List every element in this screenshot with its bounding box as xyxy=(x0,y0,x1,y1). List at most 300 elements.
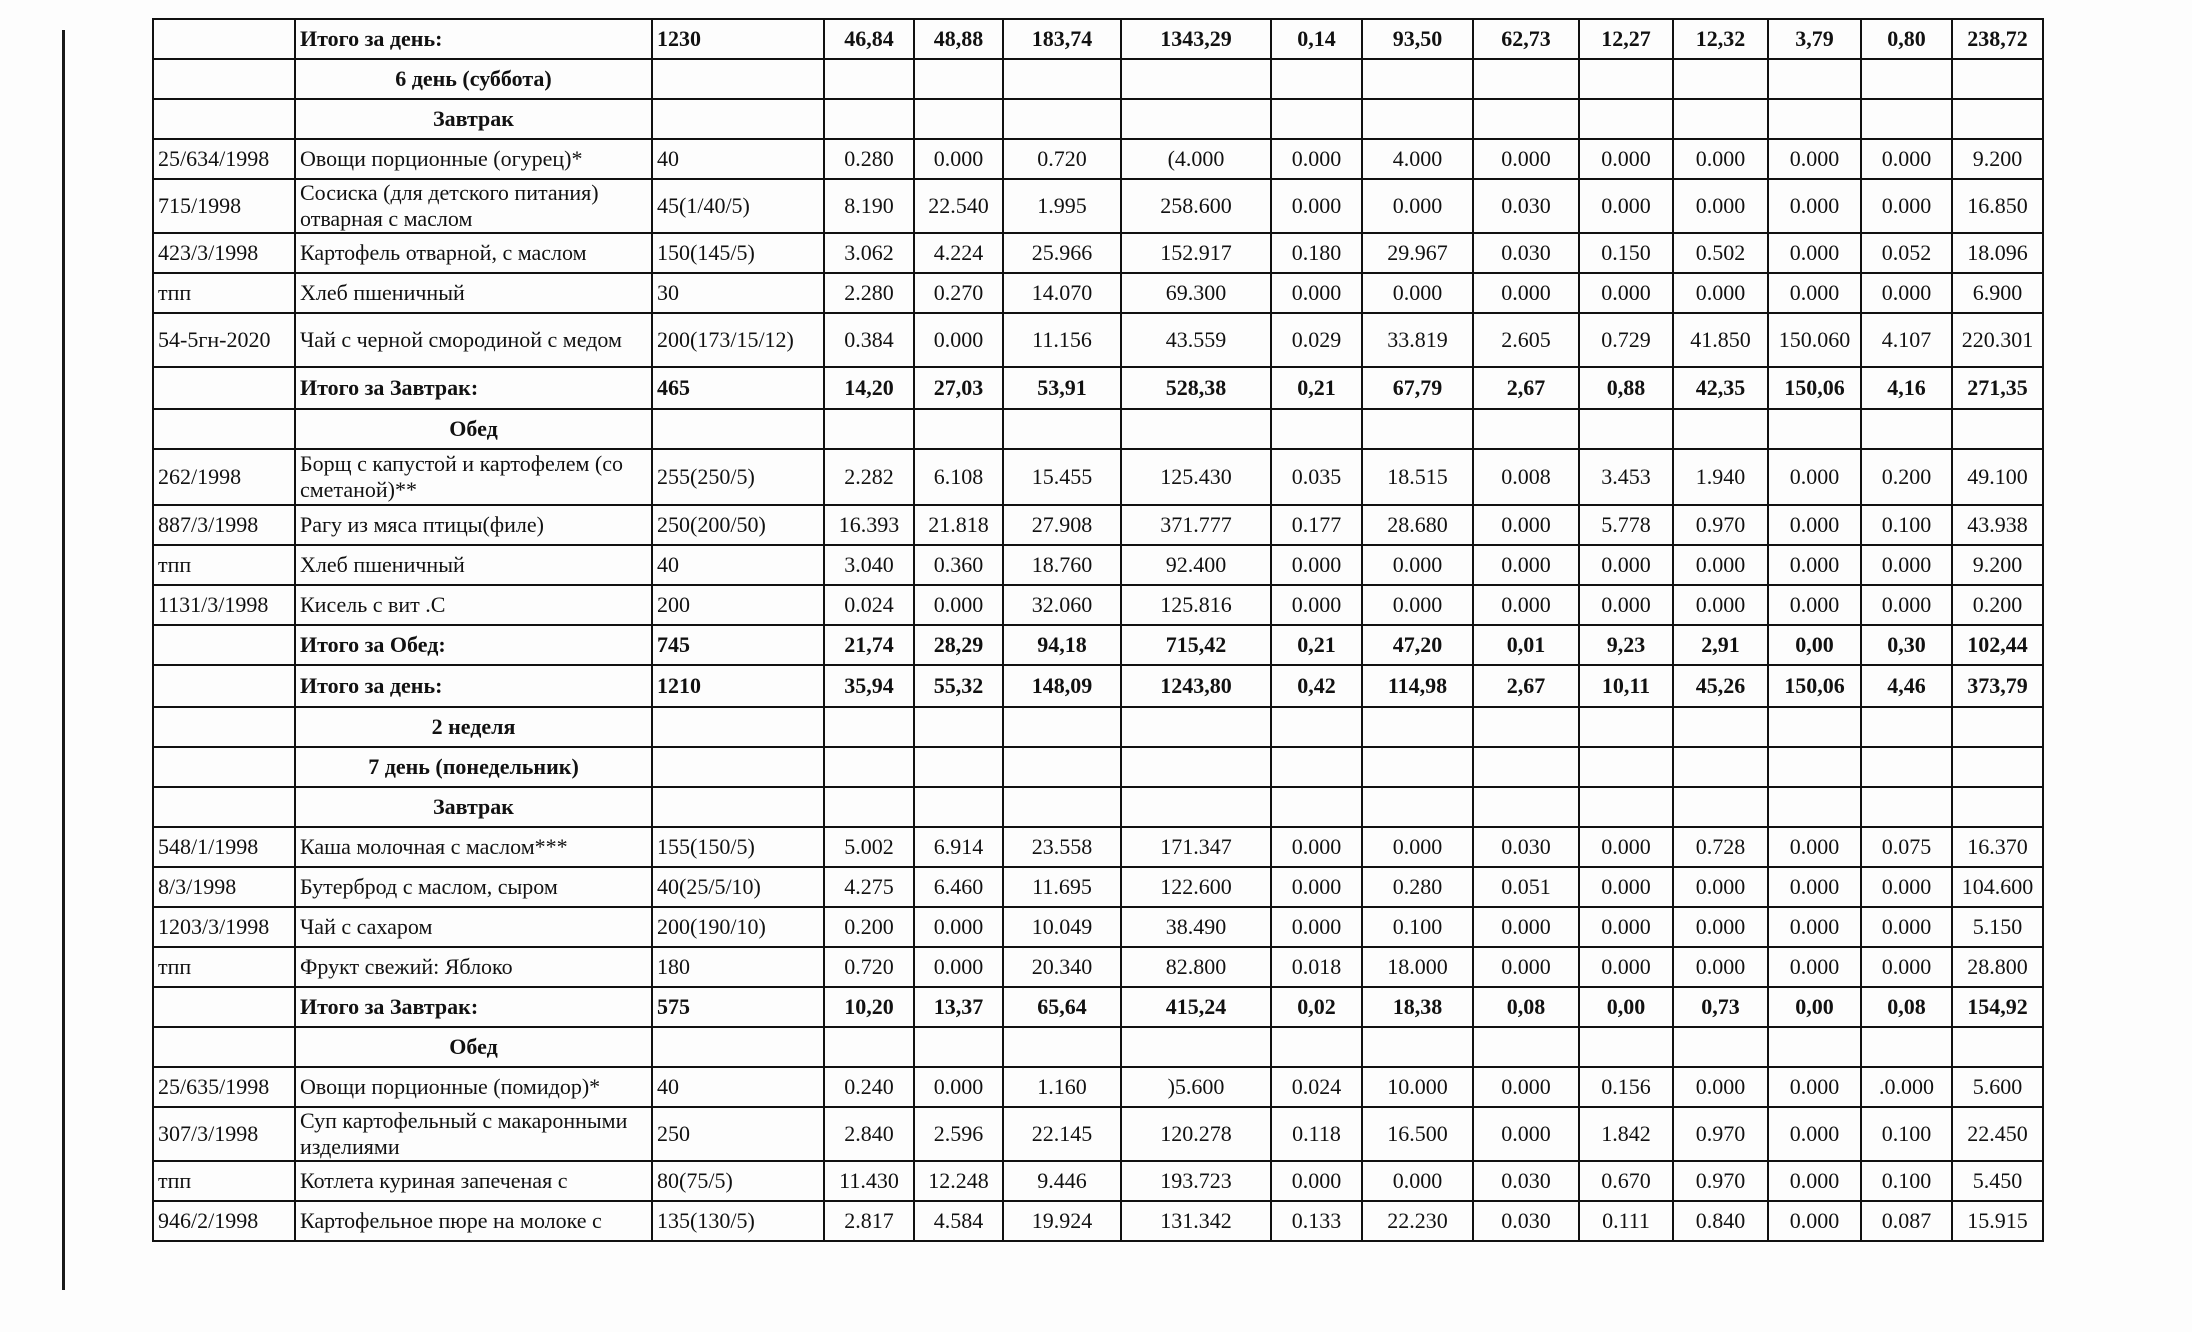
value-cell: 0.100 xyxy=(1861,1161,1952,1201)
value-cell: 4.107 xyxy=(1861,313,1952,367)
value-cell: 0.200 xyxy=(824,907,914,947)
total-row xyxy=(153,367,2043,409)
value-cell: 238,72 xyxy=(1952,19,2043,59)
value-cell xyxy=(1579,1027,1673,1067)
value-cell: 0.502 xyxy=(1673,233,1768,273)
value-cell xyxy=(1861,747,1952,787)
recipe-code-cell xyxy=(153,625,295,665)
value-cell: 10,11 xyxy=(1579,665,1673,707)
table-row xyxy=(153,827,2043,867)
value-cell: 0,00 xyxy=(1768,987,1861,1027)
value-cell: 14.070 xyxy=(1003,273,1121,313)
table-row xyxy=(153,505,2043,545)
value-cell: 0.000 xyxy=(1673,867,1768,907)
table-row xyxy=(153,947,2043,987)
recipe-code-cell: 25/634/1998 xyxy=(153,139,295,179)
value-cell: 48,88 xyxy=(914,19,1003,59)
yield-cell: 575 xyxy=(652,987,824,1027)
value-cell: 94,18 xyxy=(1003,625,1121,665)
value-cell: 18.000 xyxy=(1362,947,1473,987)
value-cell: 0.200 xyxy=(1861,449,1952,505)
value-cell xyxy=(1473,707,1579,747)
value-cell: 0.075 xyxy=(1861,827,1952,867)
value-cell: 373,79 xyxy=(1952,665,2043,707)
value-cell: 0.840 xyxy=(1673,1201,1768,1241)
nutrition-table xyxy=(152,18,2044,1242)
value-cell: 0.118 xyxy=(1271,1107,1362,1161)
value-cell: 41.850 xyxy=(1673,313,1768,367)
value-cell: 0.100 xyxy=(1362,907,1473,947)
value-cell: (4.000 xyxy=(1121,139,1271,179)
recipe-code-cell: 423/3/1998 xyxy=(153,233,295,273)
value-cell: 0.029 xyxy=(1271,313,1362,367)
value-cell: 0.729 xyxy=(1579,313,1673,367)
value-cell: 0,02 xyxy=(1271,987,1362,1027)
value-cell xyxy=(1121,99,1271,139)
value-cell xyxy=(1003,99,1121,139)
value-cell xyxy=(1121,707,1271,747)
value-cell: 53,91 xyxy=(1003,367,1121,409)
value-cell: 0.030 xyxy=(1473,1161,1579,1201)
value-cell: 11.695 xyxy=(1003,867,1121,907)
yield-cell xyxy=(652,59,824,99)
value-cell: 0.000 xyxy=(1768,1161,1861,1201)
value-cell: 5.600 xyxy=(1952,1067,2043,1107)
value-cell: 0.000 xyxy=(1473,545,1579,585)
value-cell: 20.340 xyxy=(1003,947,1121,987)
value-cell: 5.778 xyxy=(1579,505,1673,545)
value-cell: 0.000 xyxy=(1768,179,1861,233)
value-cell: 1.995 xyxy=(1003,179,1121,233)
value-cell xyxy=(824,707,914,747)
value-cell: 0,00 xyxy=(1768,625,1861,665)
yield-cell: 45(1/40/5) xyxy=(652,179,824,233)
dish-name-cell: Овощи порционные (помидор)* xyxy=(295,1067,652,1107)
value-cell: 183,74 xyxy=(1003,19,1121,59)
value-cell: 0.000 xyxy=(1362,273,1473,313)
value-cell xyxy=(1362,747,1473,787)
value-cell: 38.490 xyxy=(1121,907,1271,947)
dish-name-cell: Котлета куриная запеченая с xyxy=(295,1161,652,1201)
dish-name-cell: Борщ с капустой и картофелем (со сметаной)** xyxy=(295,449,652,505)
value-cell xyxy=(1673,409,1768,449)
recipe-code-cell: 548/1/1998 xyxy=(153,827,295,867)
yield-cell: 1210 xyxy=(652,665,824,707)
value-cell: 0.000 xyxy=(914,1067,1003,1107)
value-cell: 125.816 xyxy=(1121,585,1271,625)
yield-cell: 135(130/5) xyxy=(652,1201,824,1241)
value-cell: 42,35 xyxy=(1673,367,1768,409)
value-cell: 0.280 xyxy=(1362,867,1473,907)
value-cell xyxy=(1673,707,1768,747)
total-row xyxy=(153,665,2043,707)
yield-cell: 155(150/5) xyxy=(652,827,824,867)
dish-name-cell: Итого за Завтрак: xyxy=(295,367,652,409)
value-cell: 0.000 xyxy=(1473,273,1579,313)
value-cell: 0,88 xyxy=(1579,367,1673,409)
value-cell: 12.248 xyxy=(914,1161,1003,1201)
value-cell: 65,64 xyxy=(1003,987,1121,1027)
value-cell: 0.000 xyxy=(1362,545,1473,585)
value-cell xyxy=(1003,747,1121,787)
value-cell: 10,20 xyxy=(824,987,914,1027)
dish-name-cell: Картофельное пюре на молоке с xyxy=(295,1201,652,1241)
value-cell xyxy=(1579,787,1673,827)
value-cell xyxy=(1952,99,2043,139)
value-cell xyxy=(914,747,1003,787)
value-cell: 0.156 xyxy=(1579,1067,1673,1107)
value-cell: 0.000 xyxy=(1673,947,1768,987)
value-cell: 0.970 xyxy=(1673,1161,1768,1201)
value-cell: 45,26 xyxy=(1673,665,1768,707)
yield-cell: 40(25/5/10) xyxy=(652,867,824,907)
value-cell: 0,08 xyxy=(1473,987,1579,1027)
value-cell: 6.914 xyxy=(914,827,1003,867)
value-cell xyxy=(1362,99,1473,139)
value-cell: 0.000 xyxy=(1673,139,1768,179)
value-cell: 0.000 xyxy=(1579,273,1673,313)
dish-name-cell: Итого за Завтрак: xyxy=(295,987,652,1027)
yield-cell: 30 xyxy=(652,273,824,313)
value-cell: 16.370 xyxy=(1952,827,2043,867)
value-cell: 27,03 xyxy=(914,367,1003,409)
value-cell: 193.723 xyxy=(1121,1161,1271,1201)
dish-name-cell: Хлеб пшеничный xyxy=(295,545,652,585)
value-cell xyxy=(1271,409,1362,449)
value-cell xyxy=(914,59,1003,99)
value-cell: 104.600 xyxy=(1952,867,2043,907)
table-row xyxy=(153,1067,2043,1107)
value-cell: 0.000 xyxy=(1768,545,1861,585)
value-cell xyxy=(1271,1027,1362,1067)
value-cell xyxy=(1579,707,1673,747)
section-title-cell: 7 день (понедельник) xyxy=(295,747,652,787)
value-cell: 13,37 xyxy=(914,987,1003,1027)
value-cell: 0.000 xyxy=(1768,1067,1861,1107)
section-row xyxy=(153,99,2043,139)
value-cell xyxy=(1861,1027,1952,1067)
recipe-code-cell: тпп xyxy=(153,273,295,313)
value-cell: 0,14 xyxy=(1271,19,1362,59)
value-cell: 0.000 xyxy=(1768,947,1861,987)
value-cell: 2.840 xyxy=(824,1107,914,1161)
value-cell: 6.460 xyxy=(914,867,1003,907)
value-cell: 0,21 xyxy=(1271,367,1362,409)
value-cell: 21,74 xyxy=(824,625,914,665)
yield-cell: 250(200/50) xyxy=(652,505,824,545)
value-cell: 0.000 xyxy=(1768,585,1861,625)
value-cell xyxy=(1362,707,1473,747)
dish-name-cell: Итого за день: xyxy=(295,665,652,707)
value-cell: 0.018 xyxy=(1271,947,1362,987)
value-cell: 9.446 xyxy=(1003,1161,1121,1201)
value-cell: 0.000 xyxy=(1861,947,1952,987)
value-cell xyxy=(1768,99,1861,139)
yield-cell xyxy=(652,787,824,827)
value-cell: 0,21 xyxy=(1271,625,1362,665)
value-cell: 19.924 xyxy=(1003,1201,1121,1241)
value-cell: 0.000 xyxy=(1768,1201,1861,1241)
value-cell xyxy=(1121,409,1271,449)
value-cell xyxy=(914,1027,1003,1067)
value-cell: 35,94 xyxy=(824,665,914,707)
value-cell xyxy=(824,99,914,139)
value-cell: 0.000 xyxy=(1768,273,1861,313)
value-cell: 0.000 xyxy=(1271,585,1362,625)
table-row xyxy=(153,1161,2043,1201)
value-cell xyxy=(1952,787,2043,827)
dish-name-cell: Итого за день: xyxy=(295,19,652,59)
value-cell: 0.000 xyxy=(1362,179,1473,233)
value-cell: 93,50 xyxy=(1362,19,1473,59)
value-cell: 16.850 xyxy=(1952,179,2043,233)
value-cell xyxy=(1121,787,1271,827)
value-cell xyxy=(1473,1027,1579,1067)
value-cell xyxy=(1473,409,1579,449)
value-cell: 0,08 xyxy=(1861,987,1952,1027)
value-cell xyxy=(1952,59,2043,99)
value-cell xyxy=(1673,59,1768,99)
dish-name-cell: Бутерброд с маслом, сыром xyxy=(295,867,652,907)
value-cell: 0.000 xyxy=(1768,449,1861,505)
value-cell: 0.000 xyxy=(914,947,1003,987)
value-cell: 0.000 xyxy=(1861,585,1952,625)
dish-name-cell: Рагу из мяса птицы(филе) xyxy=(295,505,652,545)
section-row xyxy=(153,747,2043,787)
value-cell: 12,27 xyxy=(1579,19,1673,59)
value-cell xyxy=(1579,99,1673,139)
value-cell xyxy=(1473,787,1579,827)
value-cell xyxy=(1121,59,1271,99)
value-cell: 0.670 xyxy=(1579,1161,1673,1201)
section-row xyxy=(153,787,2043,827)
value-cell xyxy=(1861,99,1952,139)
value-cell xyxy=(914,409,1003,449)
yield-cell: 465 xyxy=(652,367,824,409)
value-cell: 4,46 xyxy=(1861,665,1952,707)
value-cell: 0.177 xyxy=(1271,505,1362,545)
value-cell: 0,01 xyxy=(1473,625,1579,665)
value-cell: 55,32 xyxy=(914,665,1003,707)
value-cell: 0.000 xyxy=(1768,907,1861,947)
value-cell: 0.000 xyxy=(914,585,1003,625)
value-cell xyxy=(914,707,1003,747)
value-cell: 2,91 xyxy=(1673,625,1768,665)
value-cell: 0.000 xyxy=(1579,907,1673,947)
yield-cell: 200(173/15/12) xyxy=(652,313,824,367)
value-cell: 0.000 xyxy=(1579,139,1673,179)
value-cell: 0.000 xyxy=(1473,1107,1579,1161)
value-cell: 27.908 xyxy=(1003,505,1121,545)
value-cell: 0.970 xyxy=(1673,1107,1768,1161)
value-cell: 154,92 xyxy=(1952,987,2043,1027)
value-cell: 1243,80 xyxy=(1121,665,1271,707)
yield-cell: 80(75/5) xyxy=(652,1161,824,1201)
value-cell xyxy=(1861,59,1952,99)
value-cell xyxy=(1861,409,1952,449)
value-cell xyxy=(1473,99,1579,139)
value-cell: 2.280 xyxy=(824,273,914,313)
recipe-code-cell xyxy=(153,19,295,59)
yield-cell xyxy=(652,1027,824,1067)
recipe-code-cell: 307/3/1998 xyxy=(153,1107,295,1161)
value-cell xyxy=(1579,747,1673,787)
value-cell xyxy=(1362,1027,1473,1067)
section-row xyxy=(153,59,2043,99)
value-cell: 22.145 xyxy=(1003,1107,1121,1161)
value-cell xyxy=(1861,707,1952,747)
value-cell: 22.230 xyxy=(1362,1201,1473,1241)
value-cell: 0,00 xyxy=(1579,987,1673,1027)
dish-name-cell: Овощи порционные (огурец)* xyxy=(295,139,652,179)
value-cell: 0.000 xyxy=(1473,1067,1579,1107)
value-cell: 0.000 xyxy=(1768,139,1861,179)
yield-cell: 745 xyxy=(652,625,824,665)
value-cell xyxy=(1473,59,1579,99)
value-cell: 0.000 xyxy=(1861,907,1952,947)
yield-cell: 40 xyxy=(652,139,824,179)
value-cell: 0.000 xyxy=(1673,907,1768,947)
yield-cell: 180 xyxy=(652,947,824,987)
value-cell: 0.030 xyxy=(1473,827,1579,867)
binding-edge-line xyxy=(62,30,68,1290)
value-cell xyxy=(1003,707,1121,747)
value-cell: 6.108 xyxy=(914,449,1003,505)
yield-cell: 40 xyxy=(652,545,824,585)
value-cell xyxy=(1003,1027,1121,1067)
value-cell: 0.000 xyxy=(1579,867,1673,907)
value-cell: 0.000 xyxy=(1473,505,1579,545)
value-cell: 10.000 xyxy=(1362,1067,1473,1107)
value-cell: 69.300 xyxy=(1121,273,1271,313)
value-cell: 150,06 xyxy=(1768,665,1861,707)
value-cell: 2,67 xyxy=(1473,665,1579,707)
value-cell: 171.347 xyxy=(1121,827,1271,867)
dish-name-cell: Фрукт свежий: Яблоко xyxy=(295,947,652,987)
recipe-code-cell: 54-5гн-2020 xyxy=(153,313,295,367)
value-cell: 1.940 xyxy=(1673,449,1768,505)
value-cell: 62,73 xyxy=(1473,19,1579,59)
yield-cell: 40 xyxy=(652,1067,824,1107)
dish-name-cell: Чай с сахаром xyxy=(295,907,652,947)
value-cell: 0.000 xyxy=(1579,585,1673,625)
value-cell: 9.200 xyxy=(1952,139,2043,179)
yield-cell xyxy=(652,747,824,787)
value-cell: 2,67 xyxy=(1473,367,1579,409)
value-cell: 0.150 xyxy=(1579,233,1673,273)
value-cell: 0.000 xyxy=(1271,867,1362,907)
table-row xyxy=(153,1201,2043,1241)
value-cell: 0.384 xyxy=(824,313,914,367)
recipe-code-cell xyxy=(153,409,295,449)
value-cell xyxy=(1952,409,2043,449)
yield-cell: 1230 xyxy=(652,19,824,59)
value-cell: 0.035 xyxy=(1271,449,1362,505)
value-cell: 18,38 xyxy=(1362,987,1473,1027)
value-cell: 152.917 xyxy=(1121,233,1271,273)
value-cell: 22.450 xyxy=(1952,1107,2043,1161)
value-cell: 0.133 xyxy=(1271,1201,1362,1241)
value-cell xyxy=(1003,787,1121,827)
value-cell: 10.049 xyxy=(1003,907,1121,947)
value-cell: 11.156 xyxy=(1003,313,1121,367)
table-row xyxy=(153,867,2043,907)
value-cell: 43.559 xyxy=(1121,313,1271,367)
value-cell: 0.000 xyxy=(1579,179,1673,233)
recipe-code-cell: 715/1998 xyxy=(153,179,295,233)
value-cell xyxy=(1673,1027,1768,1067)
value-cell: 67,79 xyxy=(1362,367,1473,409)
value-cell: 5.450 xyxy=(1952,1161,2043,1201)
table-row xyxy=(153,907,2043,947)
value-cell: 11.430 xyxy=(824,1161,914,1201)
value-cell: 0.000 xyxy=(1768,505,1861,545)
value-cell: 415,24 xyxy=(1121,987,1271,1027)
recipe-code-cell: 946/2/1998 xyxy=(153,1201,295,1241)
value-cell: 0.000 xyxy=(1271,827,1362,867)
value-cell xyxy=(1861,787,1952,827)
value-cell xyxy=(1768,409,1861,449)
value-cell: 18.760 xyxy=(1003,545,1121,585)
value-cell xyxy=(824,747,914,787)
value-cell: 5.002 xyxy=(824,827,914,867)
section-title-cell: 2 неделя xyxy=(295,707,652,747)
recipe-code-cell xyxy=(153,367,295,409)
value-cell: 0.360 xyxy=(914,545,1003,585)
dish-name-cell: Чай с черной смородиной с медом xyxy=(295,313,652,367)
value-cell: 28.800 xyxy=(1952,947,2043,987)
value-cell: 33.819 xyxy=(1362,313,1473,367)
recipe-code-cell: тпп xyxy=(153,947,295,987)
table-row xyxy=(153,273,2043,313)
value-cell xyxy=(1362,409,1473,449)
dish-name-cell: Кисель с вит .С xyxy=(295,585,652,625)
value-cell: 0.000 xyxy=(1861,179,1952,233)
value-cell: 0.000 xyxy=(1473,585,1579,625)
value-cell: 0.024 xyxy=(1271,1067,1362,1107)
value-cell: 0.000 xyxy=(1579,827,1673,867)
value-cell: 0.000 xyxy=(1768,1107,1861,1161)
value-cell: 2.605 xyxy=(1473,313,1579,367)
value-cell: 528,38 xyxy=(1121,367,1271,409)
value-cell: 0.030 xyxy=(1473,179,1579,233)
value-cell xyxy=(1121,747,1271,787)
yield-cell: 255(250/5) xyxy=(652,449,824,505)
value-cell: 43.938 xyxy=(1952,505,2043,545)
value-cell xyxy=(1271,59,1362,99)
yield-cell xyxy=(652,409,824,449)
value-cell: 16.500 xyxy=(1362,1107,1473,1161)
value-cell: 271,35 xyxy=(1952,367,2043,409)
value-cell: 6.900 xyxy=(1952,273,2043,313)
value-cell: 23.558 xyxy=(1003,827,1121,867)
value-cell: 0.000 xyxy=(1579,545,1673,585)
value-cell xyxy=(824,409,914,449)
value-cell xyxy=(1003,59,1121,99)
value-cell: 0.000 xyxy=(1768,827,1861,867)
value-cell xyxy=(1473,747,1579,787)
value-cell: 15.915 xyxy=(1952,1201,2043,1241)
value-cell: 0.000 xyxy=(1861,273,1952,313)
recipe-code-cell xyxy=(153,1027,295,1067)
dish-name-cell: Суп картофельный с макаронными изделиями xyxy=(295,1107,652,1161)
value-cell: 2.282 xyxy=(824,449,914,505)
value-cell: 25.966 xyxy=(1003,233,1121,273)
total-row xyxy=(153,19,2043,59)
value-cell: 120.278 xyxy=(1121,1107,1271,1161)
value-cell: 4.584 xyxy=(914,1201,1003,1241)
value-cell xyxy=(824,59,914,99)
